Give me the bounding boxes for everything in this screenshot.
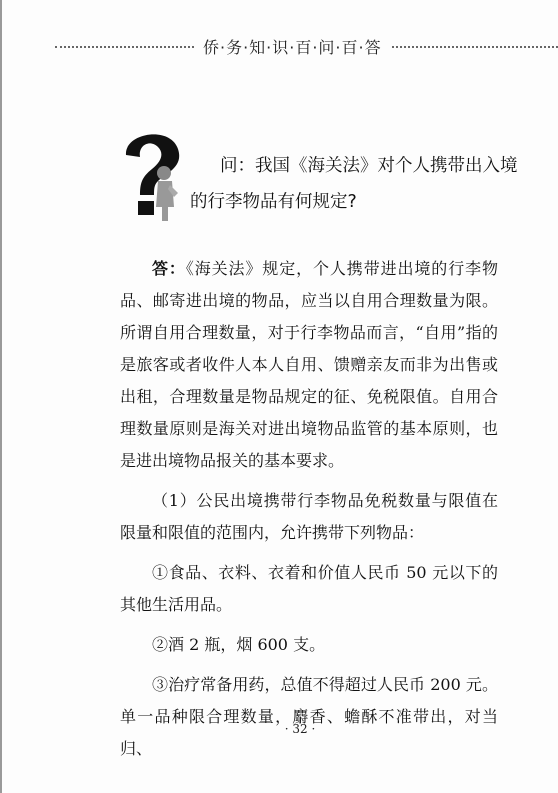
page-edge [0, 0, 2, 793]
page-number: · 32 · [284, 722, 316, 736]
answer-paragraph-1 [120, 253, 498, 477]
answer-paragraph-2: （1）公民出境携带行李物品免税数量与限值在限量和限值的范围内，允许携带下列物品： [120, 491, 498, 542]
list-item-food: ①食品、衣料、衣着和价值人民币 50 元以下的其他生活用品。 [120, 563, 498, 614]
answer-body [120, 253, 498, 765]
question-line-1: 问：我国《海关法》对个人携带出入境 [220, 156, 518, 176]
header-title: 侨·务·知·识·百·问·百·答 [195, 35, 390, 58]
question-line-2: 的行李物品有何规定? [190, 192, 357, 212]
question-heading [190, 148, 520, 220]
answer-paragraph-1-text: 《海关法》规定，个人携带进出境的行李物品、邮寄进出境的物品，应当以自用合理数量为限。所谓自用合理数量，对于行李物品而言，“自用”指的是旅客或者收件人本人自用、馈赠亲友而非为出售或出租，合理数量是物品规定的征、免税限值。自用合理数量原则是海关对进出境物品监管的基本原则，也是进出境物品报关的基本要求。 [120, 259, 498, 470]
list-item-medicine: ③治疗常备用药，总值不得超过人民币 200 元。单一品种限合理数量，麝香、蟾酥不准带出，对当归、 [120, 675, 498, 758]
question-mark-person-icon [118, 125, 188, 225]
list-item-alcohol-tobacco: ②酒 2 瓶，烟 600 支。 [152, 635, 326, 654]
answer-label: 答： [152, 259, 186, 278]
running-header [55, 34, 558, 58]
